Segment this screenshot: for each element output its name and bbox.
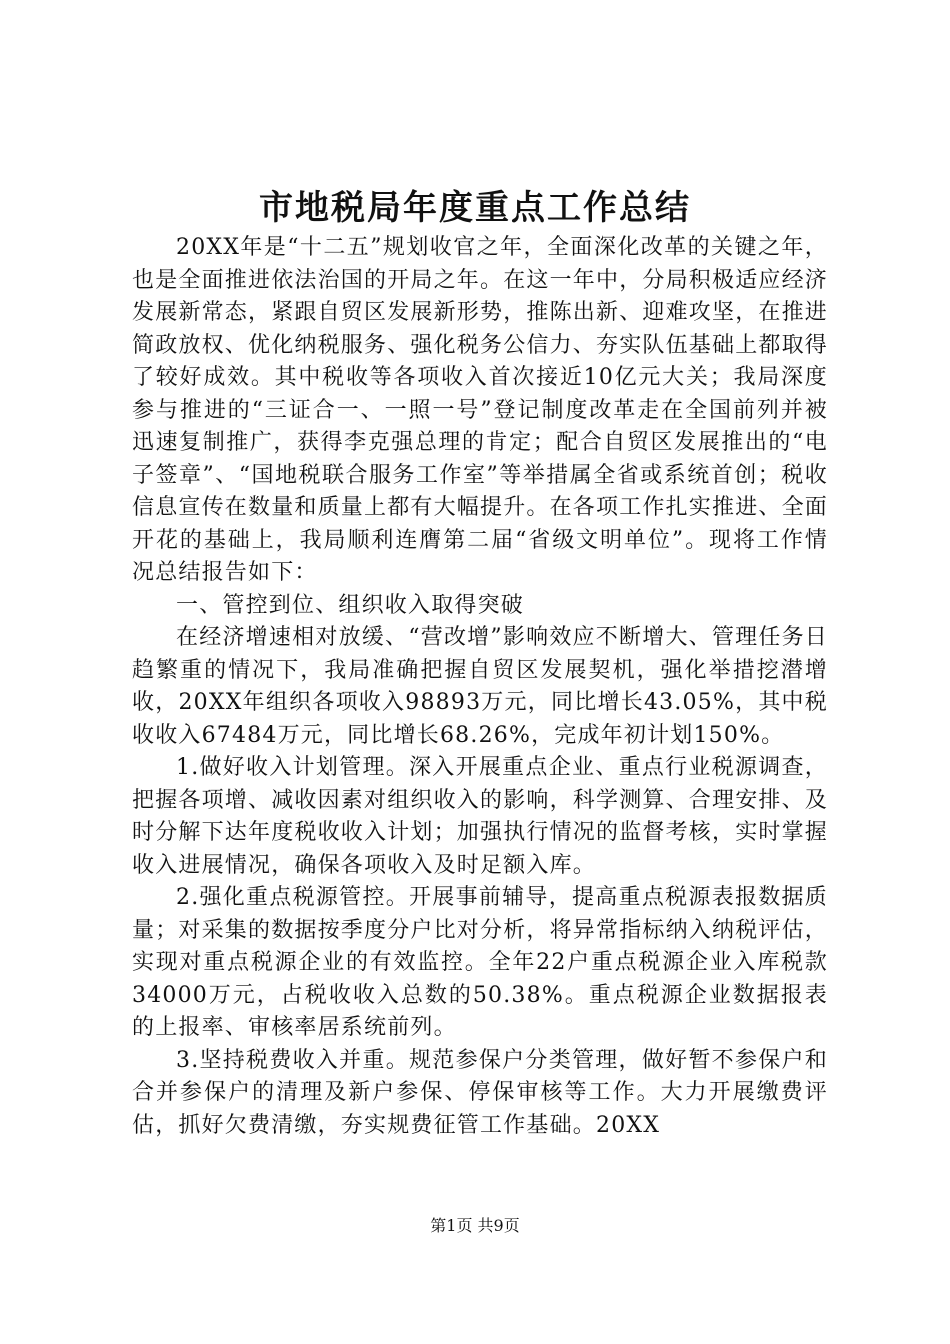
paragraph-revenue: 在经济增速相对放缓、“营改增”影响效应不断增大、管理任务日趋繁重的情况下，我局准确把握自贸区发展契机，强化举措挖潜增收，20XX年组织各项收入98893万元，同比增长43.05%，其中税收收入67484万元，同比增长68.26%，完成年初计划150%。 (132, 625, 828, 748)
page-footer: 第1页 共9页 (430, 1216, 520, 1235)
document-body (132, 232, 828, 1142)
document-title: 市地税局年度重点工作总结 (259, 188, 691, 228)
section-heading-1: 一、管控到位、组织收入取得突破 (176, 592, 525, 618)
paragraph-item-2: 2.强化重点税源管控。开展事前辅导，提高重点税源表报数据质量；对采集的数据按季度分户比对分析，将异常指标纳入纳税评估，实现对重点税源企业的有效监控。全年22户重点税源企业入库税款34000万元，占税收收入总数的50.38%。重点税源企业数据报表的上报率、审核率居系统前列。 (132, 885, 829, 1040)
paragraph-item-3: 3.坚持税费收入并重。规范参保户分类管理，做好暂不参保户和合并参保户的清理及新户参保、停保审核等工作。大力开展缴费评估，抓好欠费清缴，夯实规费征管工作基础。20XX (132, 1047, 828, 1138)
paragraph-intro: 20XX年是“十二五”规划收官之年，全面深化改革的关键之年，也是全面推进依法治国的开局之年。在这一年中，分局积极适应经济发展新常态，紧跟自贸区发展新形势，推陈出新、迎难攻坚，在推进简政放权、优化纳税服务、强化税务公信力、夯实队伍基础上都取得了较好成效。其中税收等各项收入首次接近10亿元大关；我局深度参与推进的“三证合一、一照一号”登记制度改革走在全国前列并被迅速复制推广，获得李克强总理的肯定；配合自贸区发展推出的“电子签章”、“国地税联合服务工作室”等举措属全省或系统首创；税收信息宣传在数量和质量上都有大幅提升。在各项工作扎实推进、全面开花的基础上，我局顺利连膺第二届“省级文明单位”。现将工作情况总结报告如下： (132, 235, 829, 585)
paragraph-item-1: 1.做好收入计划管理。深入开展重点企业、重点行业税源调查，把握各项增、减收因素对组织收入的影响，科学测算、合理安排、及时分解下达年度税收收入计划；加强执行情况的监督考核，实时掌握收入进展情况，确保各项收入及时足额入库。 (132, 755, 829, 878)
